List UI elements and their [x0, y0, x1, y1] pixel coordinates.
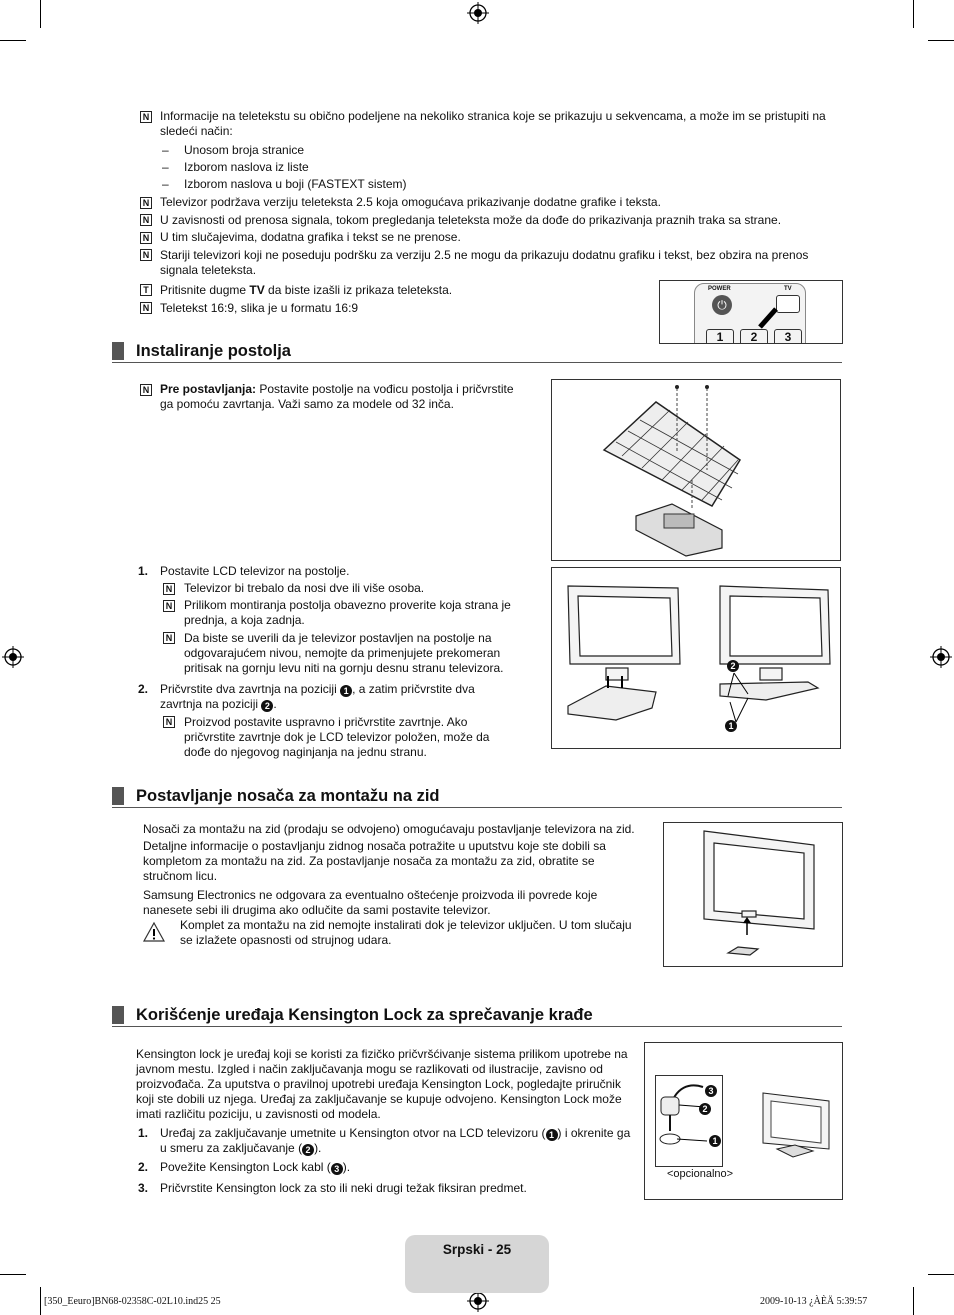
paragraph: Kensington lock je uređaj koji se koristi za fizičko pričvršćivanje sistema prilikom upotrebe na javnom mestu. Izgled i način zaključavanja mogu se razlikovati od ilustracije, zavisno od proizvođača. Za uputstva o pravilnoj upotrebi uređaja Kensington Lock, pogledajte priručnik koji ste dobili uz njega. Uređaj za zaključavanje se kupuje odvojeno. Kensington Lock može imati različitu poziciju, u zavisnosti od modela.	[136, 1047, 628, 1121]
crop-mark	[913, 1287, 914, 1315]
print-timestamp: 2009-10-13 ¿ÀÈÄ 5:39:57	[760, 1296, 868, 1307]
section-heading-stand	[112, 340, 842, 363]
crop-mark	[928, 1274, 954, 1275]
step2-part: .	[273, 697, 277, 711]
power-icon: ⏻	[712, 295, 732, 315]
remote-key-3: 3	[774, 329, 802, 344]
remote-key-2: 2	[740, 329, 768, 344]
list-item: Izborom naslova u boji (FASTEXT sistem)	[184, 177, 407, 191]
pointing-arrow-icon	[754, 303, 784, 329]
step-number: 2.	[138, 1160, 149, 1174]
tv-on-stand-illustration	[551, 567, 841, 749]
note-text: Televizor bi trebalo da nosi dve ili više osoba.	[184, 581, 425, 595]
marker-2-icon: 2	[727, 660, 739, 672]
press-pre: Pritisnite dugme	[160, 283, 250, 297]
pre-install-text: Postavite postolje na vođicu postolja i pričvrstite ga pomoću zavrtanja. Važi samo za modele od 32 inča.	[160, 382, 514, 411]
marker-1-icon: 1	[725, 720, 737, 732]
step-part: ).	[314, 1141, 322, 1155]
note-icon: N	[140, 302, 152, 314]
button-hint-icon: T	[140, 284, 152, 296]
print-file-info: [350_Eeuro]BN68-02358C-02L10.ind25 25	[44, 1296, 221, 1307]
list-dash: –	[162, 143, 169, 157]
kensington-lock-illustration	[644, 1042, 843, 1200]
remote-control-illustration	[659, 280, 843, 344]
list-item: Izborom naslova iz liste	[184, 160, 309, 174]
note-icon: N	[163, 716, 175, 728]
section-heading-kensington	[112, 1004, 842, 1027]
stand-assembly-illustration	[551, 379, 841, 561]
step-text	[160, 1160, 560, 1175]
note-text: Da biste se uverili da je televizor postavljen na postolje na odgovarajućem nivou, nemojte da primenjujete prekomeran pritisak na gornju levu niti na gornju desnu stranu televizora.	[184, 631, 504, 675]
step-part: ).	[342, 1160, 351, 1174]
press-post: da biste izašli iz prikaza teleteksta.	[264, 283, 453, 297]
section-title: Instaliranje postolja	[136, 342, 291, 360]
step2-part: , a zatim pričvrstite dva zavrtnja na poziciji	[160, 682, 475, 711]
registration-mark-icon	[930, 646, 952, 668]
paragraph: Nosači za montažu na zid (prodaju se odvojeno) omogućavaju postavljanje televizora na zid.	[143, 822, 635, 836]
crop-mark	[40, 1287, 41, 1315]
step-text: Pričvrstite Kensington lock za sto ili neki drugi težak fiksiran predmet.	[160, 1181, 527, 1195]
note-text: Proizvod postavite uspravno i pričvrstite zavrtnje. Ako pričvrstite zavrtnje dok je LCD televizor položen, može da dođe do njegovog naginjanja na jednu stranu.	[184, 715, 490, 759]
list-dash: –	[162, 177, 169, 191]
marker-3-icon: 3	[705, 1085, 717, 1097]
list-dash: –	[162, 160, 169, 174]
heading-bar	[112, 787, 124, 805]
step-number: 3.	[138, 1181, 149, 1195]
page-number-tab	[405, 1235, 549, 1293]
marker-1-icon: 1	[546, 1129, 558, 1141]
heading-bar	[112, 342, 124, 360]
crop-mark	[0, 40, 26, 41]
registration-mark-icon	[467, 1290, 489, 1312]
paragraph: Samsung Electronics ne odgovara za eventualno oštećenje proizvoda ili povrede koje nanesete sebi ili drugima ako odlučite da sami postavite televizor.	[143, 888, 598, 917]
note-icon: N	[140, 111, 152, 123]
remote-power-label: POWER	[708, 286, 731, 292]
note-icon: N	[163, 632, 175, 644]
note-icon: N	[140, 249, 152, 261]
wall-mount-illustration	[663, 822, 843, 967]
step-text	[160, 1126, 635, 1156]
note-icon: N	[140, 232, 152, 244]
optional-label: <opcionalno>	[667, 1168, 734, 1180]
step-number: 1.	[138, 1126, 149, 1140]
crop-mark	[0, 1274, 26, 1275]
note-text: Teletekst 16:9, slika je u formatu 16:9	[160, 301, 359, 315]
marker-2-icon: 2	[302, 1144, 314, 1156]
step-part: ) i okrenite ga u smeru za zaključavanje (	[160, 1126, 631, 1155]
pre-install-note	[160, 382, 530, 412]
section-title: Korišćenje uređaja Kensington Lock za sprečavanje krađe	[136, 1006, 593, 1024]
tv-key-name: TV	[249, 283, 265, 297]
warning-text: Komplet za montažu na zid nemojte instalirati dok je televizor uključen. U tom slučaju se izlažete opasnosti od strujnog udara.	[180, 918, 632, 947]
crop-mark	[913, 0, 914, 28]
crop-mark	[40, 0, 41, 28]
section-heading-wall-mount	[112, 785, 842, 808]
remote-tv-label: TV	[784, 286, 792, 292]
press-tv-note	[160, 283, 640, 298]
marker-1-icon: 1	[709, 1135, 721, 1147]
note-text: U zavisnosti od prenosa signala, tokom pregledanja teleteksta može da dođe do prikazivanja praznih traka sa strane.	[160, 213, 782, 227]
remote-key-1: 1	[706, 329, 734, 344]
step-number: 1.	[138, 564, 149, 578]
marker-2-icon: 2	[699, 1103, 711, 1115]
note-icon: N	[140, 197, 152, 209]
tv-back-drawing	[755, 1091, 835, 1161]
crop-mark	[928, 40, 954, 41]
section-title: Postavljanje nosača za montažu na zid	[136, 787, 440, 805]
marker-1-icon: 1	[340, 685, 352, 697]
step-part: Povežite Kensington Lock kabl (	[160, 1160, 331, 1174]
step-text	[160, 682, 500, 712]
note-icon: N	[140, 214, 152, 226]
stand-guide-drawing	[552, 380, 840, 560]
note-text: U tim slučajevima, dodatna grafika i tekst se ne prenose.	[160, 230, 461, 244]
list-item: Unosom broja stranice	[184, 143, 305, 157]
note-icon: N	[163, 583, 175, 595]
heading-bar	[112, 1006, 124, 1024]
step2-part: Pričvrstite dva zavrtnja na poziciji	[160, 682, 341, 696]
step-text: Postavite LCD televizor na postolje.	[160, 564, 350, 578]
registration-mark-icon	[467, 2, 489, 24]
note-text: Stariji televizori koji ne poseduju podršku za verziju 2.5 ne mogu da prikazuju dodatnu grafiku i tekst, bez obzira na prenos signala teleteksta.	[160, 248, 809, 277]
page-label: Srpski - 25	[442, 1242, 512, 1257]
step-number: 2.	[138, 682, 149, 696]
note-text: Televizor podržava verziju teleteksta 2.5 koja omogućava prikazivanje dodatne grafike i teksta.	[160, 195, 661, 209]
tv-stand-drawing	[552, 568, 840, 748]
marker-3-icon: 3	[331, 1163, 343, 1175]
note-icon: N	[163, 600, 175, 612]
pre-install-label: Pre postavljanja:	[160, 382, 257, 396]
step-part: Uređaj za zaključavanje umetnite u Kensington otvor na LCD televizoru (	[160, 1126, 546, 1140]
wall-mount-drawing	[664, 823, 842, 966]
registration-mark-icon	[2, 646, 24, 668]
warning-icon	[142, 921, 166, 943]
note-text: Informacije na teletekstu su obično podeljene na nekoliko stranica koje se prikazuju u sekvencama, a može im se pristupiti na sledeći način:	[160, 109, 826, 138]
note-text: Prilikom montiranja postolja obavezno proverite koja strana je prednja, a koja zadnja.	[184, 598, 511, 627]
note-icon: N	[140, 384, 152, 396]
paragraph: Detaljne informacije o postavljanju zidnog nosača potražite u uputstvu koje ste dobili sa kompletom za montažu na zid. Za postavljanje nosača za montažu za zid, obratite se stručnom licu.	[143, 839, 606, 883]
marker-2-icon: 2	[261, 700, 273, 712]
